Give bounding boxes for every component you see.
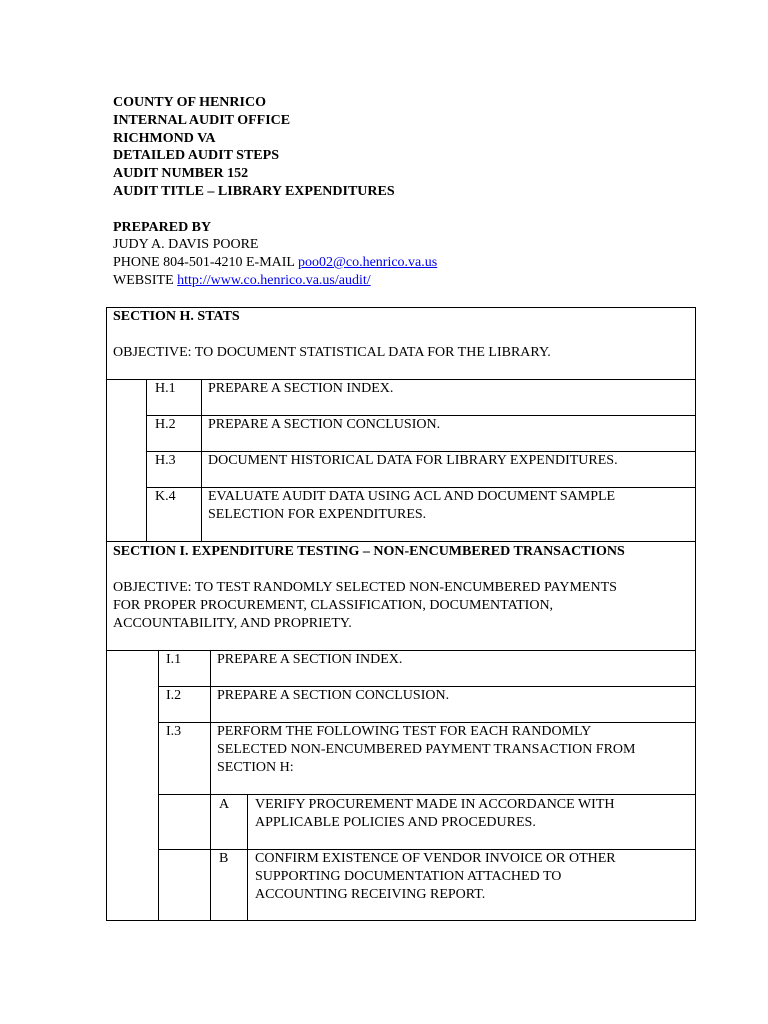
step-text-line: SECTION H: xyxy=(217,760,294,775)
step-text-line: SELECTION FOR EXPENDITURES. xyxy=(208,507,427,522)
section-i-title: SECTION I. EXPENDITURE TESTING – NON-ENCUMBERED TRANSACTIONS xyxy=(113,544,625,559)
document-type: DETAILED AUDIT STEPS xyxy=(113,148,279,164)
section-h-title: SECTION H. STATS xyxy=(113,309,240,324)
step-text-line: PERFORM THE FOLLOWING TEST FOR EACH RANDOMLY xyxy=(217,724,592,739)
substep-text-line: SUPPORTING DOCUMENTATION ATTACHED TO xyxy=(255,869,562,884)
column-divider xyxy=(146,379,147,541)
step-text: PREPARE A SECTION CONCLUSION. xyxy=(217,688,450,703)
step-text-line: EVALUATE AUDIT DATA USING ACL AND DOCUMENT SAMPLE xyxy=(208,489,616,504)
step-text: PREPARE A SECTION INDEX. xyxy=(208,381,394,396)
substep-text-line: ACCOUNTING RECEIVING REPORT. xyxy=(255,887,486,902)
section-i-objective-line: FOR PROPER PROCUREMENT, CLASSIFICATION, DOCUMENTATION, xyxy=(113,598,554,613)
column-divider xyxy=(201,379,202,541)
step-id: H.3 xyxy=(155,453,176,468)
website-line xyxy=(113,272,437,290)
step-text-line: SELECTED NON-ENCUMBERED PAYMENT TRANSACTION FROM xyxy=(217,742,636,757)
website-label: WEBSITE xyxy=(113,272,178,288)
document-header xyxy=(113,94,437,290)
row-divider xyxy=(106,379,696,380)
column-divider xyxy=(158,650,159,921)
substep-text-line: APPLICABLE POLICIES AND PROCEDURES. xyxy=(255,815,536,830)
step-id: I.3 xyxy=(166,724,182,739)
contact-line xyxy=(113,254,437,272)
column-divider xyxy=(247,794,248,921)
email-link[interactable]: poo02@co.henrico.va.us xyxy=(297,255,438,271)
substep-id: B xyxy=(219,851,229,866)
substep-text-line: CONFIRM EXISTENCE OF VENDOR INVOICE OR OTHER xyxy=(255,851,616,866)
preparer-name: JUDY A. DAVIS POORE xyxy=(113,237,259,253)
step-id: H.1 xyxy=(155,381,176,396)
county-name: COUNTY OF HENRICO xyxy=(113,95,266,110)
section-h-objective: OBJECTIVE: TO DOCUMENT STATISTICAL DATA FOR THE LIBRARY. xyxy=(113,345,551,360)
column-divider xyxy=(210,650,211,921)
step-id: I.1 xyxy=(166,652,182,667)
audit-number: AUDIT NUMBER 152 xyxy=(113,166,249,182)
section-i-objective-line: ACCOUNTABILITY, AND PROPRIETY. xyxy=(113,616,352,631)
step-text: PREPARE A SECTION INDEX. xyxy=(217,652,403,667)
city-name: RICHMOND VA xyxy=(113,130,216,146)
website-link[interactable]: http://www.co.henrico.va.us/audit/ xyxy=(177,272,371,288)
section-i-objective-line: OBJECTIVE: TO TEST RANDOMLY SELECTED NON-ENCUMBERED PAYMENTS xyxy=(113,580,617,595)
step-id: I.2 xyxy=(166,688,182,703)
audit-title: AUDIT TITLE – LIBRARY EXPENDITURES xyxy=(113,183,395,199)
phone-label: PHONE 804-501-4210 E-MAIL xyxy=(113,255,298,271)
step-id: H.2 xyxy=(155,417,176,432)
office-name: INTERNAL AUDIT OFFICE xyxy=(113,112,291,128)
substep-id: A xyxy=(219,797,230,812)
prepared-by-label: PREPARED BY xyxy=(113,219,212,235)
substep-text-line: VERIFY PROCUREMENT MADE IN ACCORDANCE WITH xyxy=(255,797,615,812)
step-text: PREPARE A SECTION CONCLUSION. xyxy=(208,417,441,432)
step-text: DOCUMENT HISTORICAL DATA FOR LIBRARY EXPENDITURES. xyxy=(208,453,618,468)
row-divider xyxy=(106,541,696,542)
step-id: K.4 xyxy=(155,489,176,504)
row-divider xyxy=(158,794,696,795)
